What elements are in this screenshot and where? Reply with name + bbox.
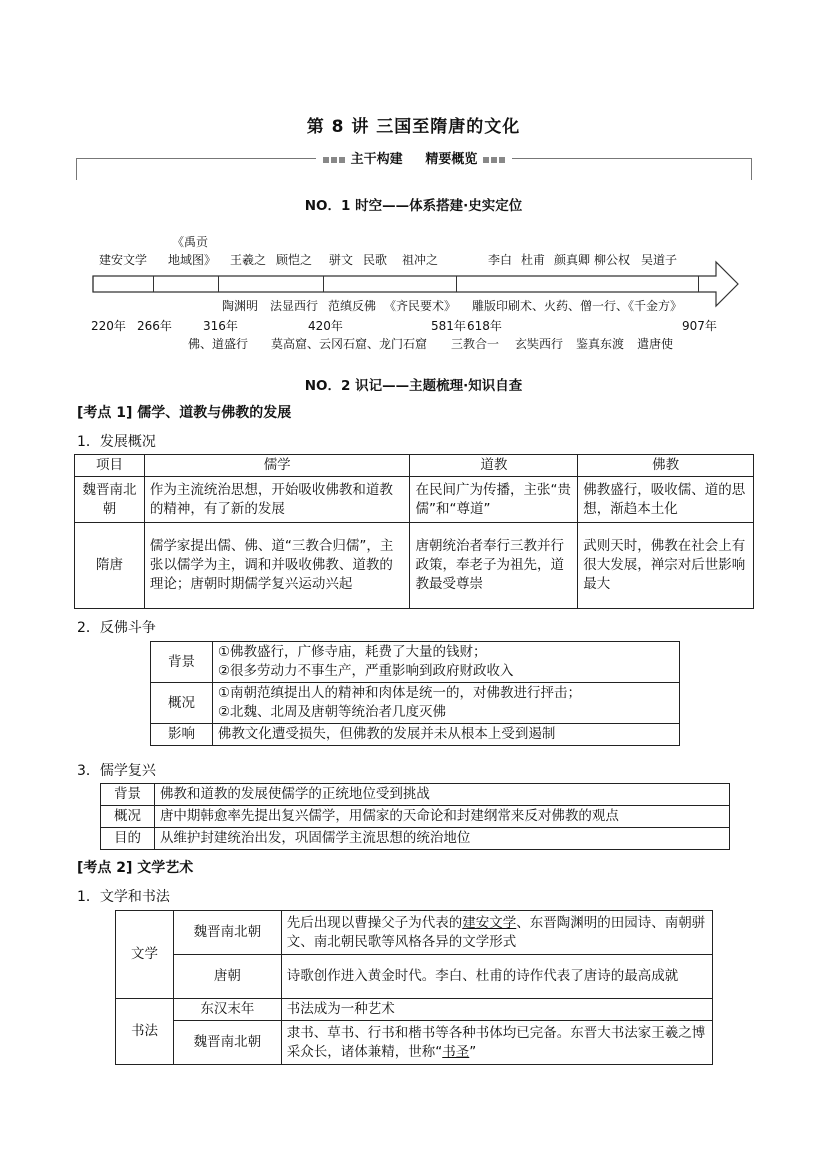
tl-label: 佛、道盛行 [188, 337, 249, 351]
tl-label: 骈文 [329, 253, 354, 267]
banner-right-text: 精要概览 [425, 152, 478, 167]
tl-year: 266年 [137, 319, 172, 333]
row-label: 隋唐 [75, 523, 145, 609]
cell-line: ②很多劳动力不事生产，严重影响到政府财政收入 [217, 663, 514, 679]
tl-year: 581年 [431, 319, 466, 333]
tick [456, 276, 457, 292]
tl-label: 莫高窟、云冈石窟、龙门石窟 [271, 337, 428, 351]
kaodian-2-heading: [考点 2] 文学艺术 [77, 860, 194, 876]
table-cell: 武则天时，佛教在社会上有很大发展，禅宗对后世影响最大 [578, 523, 754, 609]
table-cell: 儒学家提出儒、佛、道“三教合归儒”，主张以儒学为主，调和并吸收佛教、道教的理论；唐朝时期儒学复兴运动兴起 [144, 523, 410, 609]
table-literature-calligraphy [115, 910, 713, 1065]
tl-label: 建安文学 [99, 253, 148, 267]
cell-line: ①南朝范缜提出人的精神和肉体是统一的，对佛教进行抨击； [217, 685, 582, 701]
period-label: 唐朝 [173, 955, 281, 999]
tl-year: 618年 [467, 319, 502, 333]
tl-label: 鉴真东渡 [576, 337, 625, 351]
subheading-3: 3．儒学复兴 [77, 763, 156, 779]
section-heading-2: NO．2 识记——主题梳理·知识自查 [304, 378, 523, 394]
period-label: 魏晋南北朝 [173, 1021, 281, 1065]
tl-label: 遣唐使 [637, 337, 674, 351]
section-heading-1: NO．1 时空——体系搭建·史实定位 [304, 198, 523, 214]
table-cell: 唐朝统治者奉行三教并行政策，奉老子为祖先，道教最受尊崇 [410, 523, 578, 609]
tl-year: 420年 [308, 319, 343, 333]
underlined-term: 建安文学 [462, 914, 517, 931]
tl-label: 柳公权 [594, 253, 631, 267]
row-label: 背景 [101, 784, 155, 806]
tl-label: 祖冲之 [402, 253, 439, 267]
table-cell [281, 911, 712, 955]
cell-line: ②北魏、北周及唐朝等统治者几度灭佛 [217, 704, 447, 720]
header-cell: 佛教 [578, 455, 754, 477]
subheading-2: 2．反佛斗争 [77, 620, 156, 636]
table-cell: 从维护封建统治出发，巩固儒学主流思想的统治地位 [154, 828, 729, 850]
table-development [74, 454, 754, 609]
table-confucian-revival [100, 783, 730, 850]
subheading-4: 1．文学和书法 [77, 889, 170, 905]
row-label: 目的 [101, 828, 155, 850]
header-cell: 儒学 [144, 455, 410, 477]
cell-text: 、东晋陶渊明的田园诗、南朝骈文、南北朝民歌等风格各异的文学形式 [286, 914, 706, 950]
tl-label: 三教合一 [451, 337, 500, 351]
tl-label: 李白 [488, 253, 513, 267]
cell-line: ①佛教盛行，广修寺庙，耗费了大量的钱财； [217, 644, 487, 660]
table-cell: 唐中期韩愈率先提出复兴儒学，用儒家的天命论和封建纲常来反对佛教的观点 [154, 806, 729, 828]
tl-label: 民歌 [363, 253, 388, 267]
tl-year: 316年 [203, 319, 238, 333]
section-banner [76, 140, 752, 182]
kaodian-1-heading: [考点 1] 儒学、道教与佛教的发展 [77, 405, 292, 421]
tl-label: 玄奘西行 [515, 337, 564, 351]
tick [218, 276, 219, 292]
table-cell [281, 1021, 712, 1065]
cell-text: 先后出现以曹操父子为代表的 [286, 914, 463, 931]
tick [153, 276, 154, 292]
tl-label: 法显西行 [270, 299, 319, 313]
row-label: 背景 [151, 642, 213, 683]
tl-label: 《禹贡 [172, 235, 209, 249]
tick [323, 276, 324, 292]
table-cell: 佛教盛行，吸收儒、道的思想，渐趋本土化 [578, 477, 754, 523]
table-anti-buddhism [150, 641, 680, 746]
tl-label: 雕版印刷术、火药、僧一行、《千金方》 [472, 299, 683, 313]
table-cell [212, 683, 679, 724]
cell-text: ” [469, 1043, 477, 1060]
tick [698, 276, 699, 292]
cell-text: 隶书、草书、行书和楷书等各种书体均已完备。东晋大书法家王羲之博采众长，诸体兼精，世称“ [286, 1024, 706, 1060]
tl-label: 吴道子 [641, 253, 678, 267]
table-cell: 在民间广为传播，主张“贵儒”和“尊道” [410, 477, 578, 523]
banner-left-text: 主干构建 [350, 152, 403, 167]
table-cell: 佛教和道教的发展使儒学的正统地位受到挑战 [154, 784, 729, 806]
table-cell: 作为主流统治思想，开始吸收佛教和道教的精神，有了新的发展 [144, 477, 410, 523]
tl-label: 杜甫 [521, 253, 546, 267]
tl-label: 地域图》 [168, 253, 217, 267]
row-label: 影响 [151, 724, 213, 746]
page-title: 第 8 讲 三国至隋唐的文化 [306, 117, 521, 137]
row-label: 概况 [151, 683, 213, 724]
tl-label: 范缜反佛 [328, 299, 377, 313]
tl-label: 陶渊明 [222, 299, 259, 313]
header-cell: 项目 [75, 455, 145, 477]
table-cell [212, 642, 679, 683]
row-label: 概况 [101, 806, 155, 828]
table-cell: 佛教文化遭受损失，但佛教的发展并未从根本上受到遏制 [212, 724, 679, 746]
tl-label: 《齐民要术》 [384, 299, 457, 313]
period-label: 东汉末年 [173, 999, 281, 1021]
header-cell: 道教 [410, 455, 578, 477]
tl-label: 顾恺之 [276, 253, 313, 267]
category-label: 文学 [116, 911, 174, 999]
subheading-1: 1．发展概况 [77, 434, 156, 450]
row-label: 魏晋南北朝 [75, 477, 145, 523]
tl-year: 907年 [682, 319, 717, 333]
underlined-term: 书圣 [442, 1043, 470, 1060]
table-cell: 诗歌创作进入黄金时代。李白、杜甫的诗作代表了唐诗的最高成就 [281, 955, 712, 999]
tl-label: 王羲之 [230, 253, 267, 267]
category-label: 书法 [116, 999, 174, 1065]
table-cell: 书法成为一种艺术 [281, 999, 712, 1021]
period-label: 魏晋南北朝 [173, 911, 281, 955]
tl-label: 颜真卿 [554, 253, 591, 267]
tl-year: 220年 [91, 319, 126, 333]
